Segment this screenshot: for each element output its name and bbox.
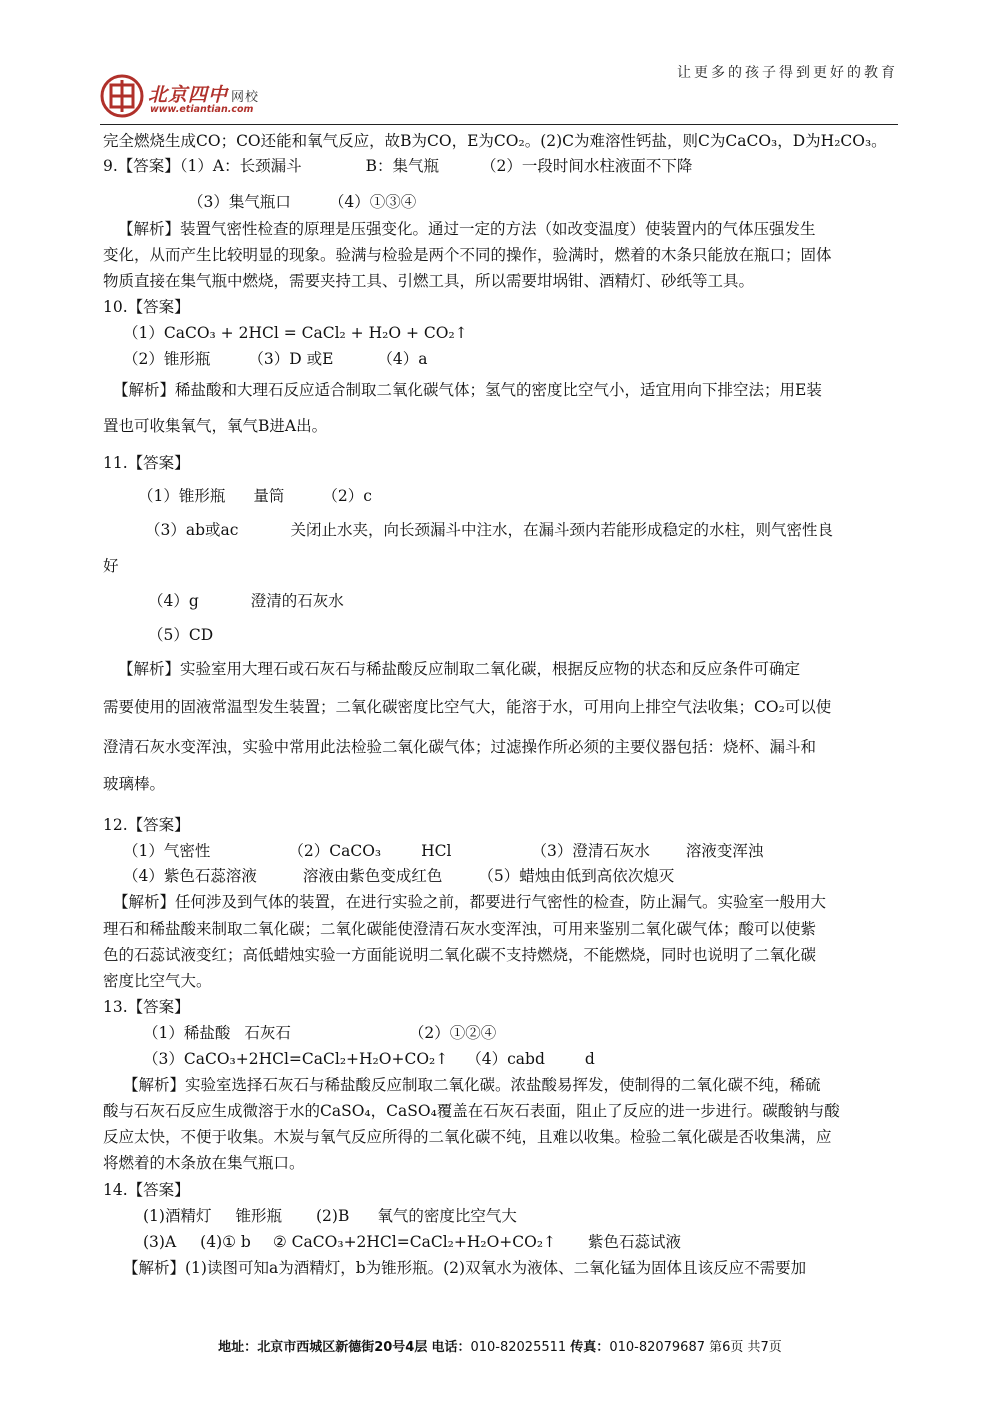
answer-line: （4）紫色石蕊溶液 溶液由紫色变成红色 （5）蜡烛由低到高依次熄灭 — [123, 867, 675, 885]
explanation-line: 理石和稀盐酸来制取二氧化碳；二氧化碳能使澄清石灰水变浑浊，可用来鉴别二氧化碳气体；酸可以使紫 — [103, 920, 817, 938]
explanation-line: 【解析】任何涉及到气体的装置，在进行实验之前，都要进行气密性的检查，防止漏气。实验室一般用大 — [113, 893, 827, 911]
text-line: 完全燃烧生成CO；CO还能和氧气反应，故B为CO，E为CO₂。(2)C为难溶性钙盐，则C为CaCO₃，D为H₂CO₃。 — [103, 132, 887, 150]
explanation-line: 【解析】实验室选择石灰石与稀盐酸反应制取二氧化碳。浓盐酸易挥发，使制得的二氧化碳不纯，稀硫 — [123, 1076, 821, 1094]
explanation-line: 需要使用的固液常温型发生装置；二氧化碳密度比空气大，能溶于水，可用向上排空气法收集；CO₂可以使 — [103, 698, 832, 716]
explanation-line: 【解析】(1)读图可知a为酒精灯，b为锥形瓶。(2)双氧水为液体、二氧化锰为固体且该反应不需要加 — [123, 1259, 807, 1277]
page-footer: 地址：北京市西城区新德街20号4层 电话：010-82025511 传真：010-82079687 第6页 共7页 — [218, 1340, 782, 1355]
page-header — [100, 52, 898, 124]
explanation-line: 【解析】稀盐酸和大理石反应适合制取二氧化碳气体；氢气的密度比空气小，适宜用向下排空法；用E装 — [113, 381, 822, 399]
explanation-line: 酸与石灰石反应生成微溶于水的CaSO₄，CaSO₄覆盖在石灰石表面，阻止了反应的进一步进行。碳酸钠与酸 — [103, 1102, 840, 1120]
answer-line: （1）CaCO₃ + 2HCl = CaCl₂ + H₂O + CO₂↑ — [123, 324, 468, 342]
question-9: 9.【答案】（1）A：长颈漏斗 B：集气瓶 （2）一段时间水柱液面不下降 — [103, 157, 693, 175]
answer-line: （4）g 澄清的石灰水 — [148, 592, 344, 610]
answer-line: （1）稀盐酸 石灰石 （2）①②④ — [143, 1024, 497, 1042]
answer-line: （3）ab或ac 关闭止水夹，向长颈漏斗中注水，在漏斗颈内若能形成稳定的水柱，则气密性良 — [145, 521, 833, 539]
answer-line: (1)酒精灯 锥形瓶 (2)B 氧气的密度比空气大 — [143, 1207, 517, 1225]
logo-emblem-icon — [100, 74, 144, 118]
answer-heading: 9.【答案】 — [103, 157, 180, 175]
answer-line: 好 — [103, 557, 119, 575]
explanation-line: 玻璃棒。 — [103, 775, 166, 793]
answer-line: (3)A (4)① b ② CaCO₃+2HCl=CaCl₂+H₂O+CO₂↑ 紫色石蕊试液 — [143, 1233, 682, 1251]
logo-text: 北京四中 网校 — [148, 84, 260, 106]
answer-line: （5）CD — [148, 626, 214, 644]
explanation-line: 密度比空气大。 — [103, 972, 212, 990]
answer-heading: 10.【答案】 — [103, 298, 190, 316]
answer-heading: 12.【答案】 — [103, 816, 190, 834]
logo — [100, 74, 400, 124]
answer-line: （3）集气瓶口 （4）①③④ — [188, 193, 417, 211]
answer-line: （2）锥形瓶 （3）D 或E （4）a — [123, 350, 428, 368]
explanation-line: 变化，从而产生比较明显的现象。验满与检验是两个不同的操作，验满时，燃着的木条只能放在瓶口；固体 — [103, 246, 832, 264]
header-slogan: 让更多的孩子得到更好的教育 — [677, 65, 898, 81]
logo-url: www.etiantian.com — [150, 104, 254, 115]
explanation-line: 将燃着的木条放在集气瓶口。 — [103, 1154, 305, 1172]
answer-heading: 13.【答案】 — [103, 998, 190, 1016]
explanation-line: 色的石蕊试液变红；高低蜡烛实验一方面能说明二氧化碳不支持燃烧，不能燃烧，同时也说明了二氧化碳 — [103, 946, 817, 964]
explanation-line: 【解析】实验室用大理石或石灰石与稀盐酸反应制取二氧化碳，根据反应物的状态和反应条件可确定 — [118, 660, 801, 678]
explanation-line: 反应太快，不便于收集。木炭与氧气反应所得的二氧化碳不纯，且难以收集。检验二氧化碳是否收集满，应 — [103, 1128, 832, 1146]
explanation-line: 澄清石灰水变浑浊，实验中常用此法检验二氧化碳气体；过滤操作所必须的主要仪器包括：烧杯、漏斗和 — [103, 738, 817, 756]
answer-line: （3）CaCO₃+2HCl=CaCl₂+H₂O+CO₂↑ （4）cabd d — [143, 1050, 595, 1068]
explanation-line: 物质直接在集气瓶中燃烧，需要夹持工具、引燃工具，所以需要坩埚钳、酒精灯、砂纸等工具。 — [103, 272, 755, 290]
answer-heading: 11.【答案】 — [103, 454, 190, 472]
header-divider — [100, 124, 898, 125]
answer-heading: 14.【答案】 — [103, 1181, 190, 1199]
answer-line: （1）气密性 （2）CaCO₃ HCl （3）澄清石灰水 溶液变浑浊 — [123, 842, 764, 860]
explanation-line: 【解析】装置气密性检查的原理是压强变化。通过一定的方法（如改变温度）使装置内的气体压强发生 — [118, 220, 816, 238]
answer-line: （1）锥形瓶 量筒 （2）c — [138, 487, 372, 505]
explanation-line: 置也可收集氧气，氧气B进A出。 — [103, 417, 328, 435]
page-number: 第6页 共7页 — [709, 1340, 782, 1355]
